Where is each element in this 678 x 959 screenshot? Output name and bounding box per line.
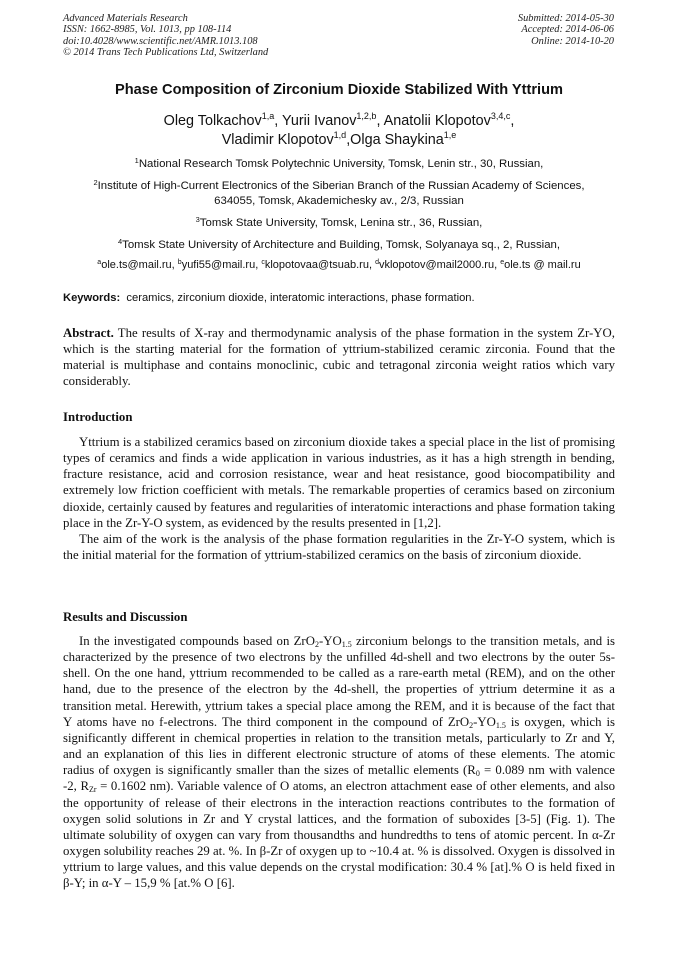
paper-title: Phase Composition of Zirconium Dioxide Stabilized With Yttrium [115,82,563,98]
subscript: 1.5 [495,720,506,730]
subscript: 0 [475,769,480,779]
keywords-text: ceramics, zirconium dioxide, interatomic interactions, phase formation. [120,292,475,304]
email-mark: c [261,259,265,266]
issn-line: ISSN: 1662-8985, Vol. 1013, pp 108-114 [63,24,232,36]
author-line-2 [0,131,678,150]
email-link[interactable]: ole.ts@mail.ru, [101,259,178,271]
results-heading: Results and Discussion [63,610,188,624]
affiliation-text: Tomsk State University, Tomsk, Lenina str., 36, Russian, [199,217,483,229]
keywords-label: Keywords: [63,292,121,304]
submitted-date: Submitted: 2014-05-30 [517,13,614,24]
author-emails [0,259,678,271]
abstract [63,325,615,390]
author-line-1 [0,112,678,131]
subscript: 2 [469,720,474,730]
affiliation-1 [40,157,638,172]
abstract-text: The results of X-ray and thermodynamic analysis of the phase formation in the system Zr-YO, which is the starting material for the formation of yttrium-stabilized ceramic zirconia. Found that the material is multiphase and contains monoclinic, cubic and tetragonal zirconia weight ratios which vary considerably. [63,326,615,389]
author-affiliation-mark: 1,2,b [356,111,377,121]
affiliation-text-line-2: 634055, Tomsk, Akademichesky av., 2/3, Russian [214,195,464,207]
results-text: = 0.089 nm with valence -2, R [63,763,615,794]
publication-dates [518,13,614,47]
accepted-date: Accepted: 2014-06-06 [521,24,614,36]
author-affiliation-mark: 1,e [443,130,457,140]
author-name: , Yurii Ivanov [274,113,357,129]
keywords [63,292,615,304]
journal-name: Advanced Materials Research [63,13,188,24]
author-name: , Anatolii Klopotov [376,113,491,129]
affiliation-2 [40,179,638,209]
results-text: is oxygen, which is significantly different in chemical properties in relation to the transition metals, particularly to Zr and Y, and an explanation of this lies in different electronic structure of atoms of these elements. The atomic radius of oxygen is significantly smaller than the sizes of metallic elements (R [63,714,616,778]
results-text: In the investigated compounds based on ZrO [79,634,315,648]
affiliation-text: Tomsk State University of Architecture and Building, Tomsk, Solyanaya sq., 2, Russian, [122,239,561,251]
email-mark: b [177,259,182,266]
introduction-section [63,434,615,563]
email-mark: e [500,259,505,266]
journal-info [63,13,268,59]
introduction-paragraph-2: The aim of the work is the analysis of the phase formation regularities in the Zr-Y-O system, which is the initial material for the formation of yttrium-stabilized ceramics on the basis of zirconium dioxide. [63,531,615,563]
affiliation-number: 2 [93,178,98,187]
author-name: Oleg Tolkachov [163,113,262,129]
results-section [63,633,615,892]
affiliation-4 [40,238,638,253]
author-affiliation-mark: 1,d [333,130,347,140]
results-text: zirconium belongs to the transition metals, and is characterized by the presence of two electrons by the unfilled 4d-shell and two electrons by the outer 5s-shell. On the one hand, yttrium recommended to be called as a rare-earth metal (REM), and on the other hand, due to the presence of the electron by the 4d-shell, the properties of yttrium determine it as a transition metal. Herewith, yttrium takes a special place among the REM, and it is because of the fact that Y atoms have no f-electrons. The third component in the compound of ZrO [63,634,615,729]
affiliation-text: National Research Tomsk Polytechnic University, Tomsk, Lenin str., 30, Russian, [138,158,544,170]
introduction-heading: Introduction [63,410,133,424]
doi-line: doi:10.4028/www.scientific.net/AMR.1013.108 [63,35,258,47]
copyright-line: © 2014 Trans Tech Publications Ltd, Switzerland [63,47,269,59]
author-name: Vladimir Klopotov [221,132,334,148]
subscript: Zr [88,785,97,795]
email-link[interactable]: vklopotov@mail2000.ru, [378,259,501,271]
online-date: Online: 2014-10-20 [531,35,614,47]
email-mark: a [97,259,102,266]
email-link[interactable]: klopotovaa@tsuab.ru, [264,259,376,271]
author-list [0,112,678,150]
email-mark: d [375,259,379,266]
results-text: = 0.1602 nm). Variable valence of O atoms, an electron attachment ease of other elements, and also the opportunity of release of their electrons in the interaction reactions contributes to the formation of oxygen solid solutions in Zr and Y crystal lattices, and the formation of suboxides [3-5] (Fig. 1). The ultimate solubility of oxygen can vary from thousandths and hundredths to tens of atomic percent. In α-Zr oxygen solubility reaches 29 at. %. In β-Zr of oxygen up to ~10.4 at. % is dissolved. Oxygen is dissolved in yttrium to large values, and this value depends on the crystal modification: 30.4 % [at].% O is held fixed in β-Y; in α-Y – 15,9 % [at.% O [6]. [63,779,616,891]
email-link[interactable]: ole.ts @ mail.ru [504,259,581,271]
email-link[interactable]: yufi55@mail.ru, [181,259,262,271]
affiliation-3 [40,216,638,231]
author-affiliation-mark: 3,4,c [490,111,511,121]
results-paragraph-1 [63,633,615,892]
results-text: -YO [473,714,496,729]
affiliation-text: Institute of High-Current Electronics of the Siberian Branch of the Russian Academy of Sciences, [97,180,585,192]
author-separator: , [510,113,515,129]
affiliation-number: 1 [134,156,139,165]
results-text: -YO [318,634,342,648]
subscript: 1.5 [341,640,352,649]
author-affiliation-mark: 1,a [261,111,275,121]
affiliation-number: 3 [195,215,200,224]
introduction-paragraph-1: Yttrium is a stabilized ceramics based on zirconium dioxide takes a special place in the list of promising types of ceramics and finds a wide application in various industries, as it has a high strength in bending, fracture resistance, acid and corrosion resistance, wear and heat resistance, good biocompatibility and extremely low friction coefficient with metals. The remarkable properties of ceramics based on zirconium dioxide, certainly caused by features and regularities of interatomic interactions and phase formation taking place in the Zr-Y-O system, as evidenced by the results presented in [1,2]. [63,435,615,530]
affiliation-number: 4 [117,237,123,246]
subscript: 2 [314,640,319,649]
author-name: ,Olga Shaykina [346,132,444,148]
abstract-label: Abstract. [63,326,114,340]
